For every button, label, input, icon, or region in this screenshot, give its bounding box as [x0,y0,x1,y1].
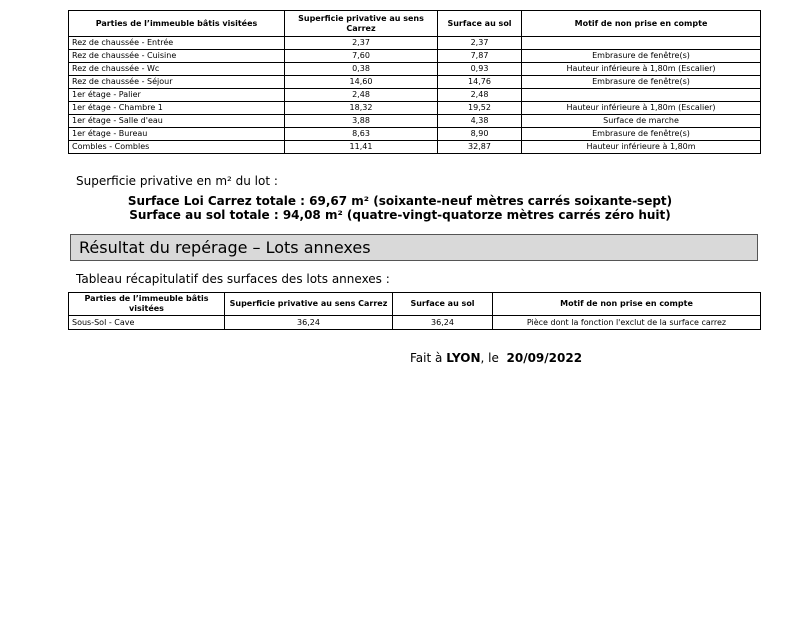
cell-room: Rez de chaussée - Wc [69,63,285,76]
cell-sol: 14,76 [438,76,522,89]
cell-room: Rez de chaussée - Cuisine [69,50,285,63]
cell-room: 1er étage - Salle d'eau [69,115,285,128]
table-row [69,50,761,63]
cell-motif [522,37,761,50]
cell-room: Sous-Sol - Cave [69,316,225,330]
signature-middle: , le [480,351,499,365]
cell-carrez: 3,88 [285,115,438,128]
cell-motif: Embrasure de fenêtre(s) [522,50,761,63]
table-row [69,128,761,141]
annex-table-label: Tableau récapitulatif des surfaces des lots annexes : [76,272,390,286]
table-row [69,89,761,102]
cell-sol: 0,93 [438,63,522,76]
header-carrez: Superficie privative au sens Carrez [285,11,438,37]
superficie-label: Superficie privative en m² du lot : [76,174,278,188]
signature-prefix: Fait à [410,351,443,365]
header-motif: Motif de non prise en compte [493,293,761,316]
annex-table [68,292,761,330]
table-row [69,76,761,89]
cell-sol: 32,87 [438,141,522,154]
signature-date: 20/09/2022 [506,351,583,365]
header-motif: Motif de non prise en compte [522,11,761,37]
carrez-total: Surface Loi Carrez totale : 69,67 m² (soixante-neuf mètres carrés soixante-sept) [127,194,673,208]
cell-sol: 7,87 [438,50,522,63]
header-carrez: Superficie privative au sens Carrez [225,293,393,316]
cell-room: Rez de chaussée - Séjour [69,76,285,89]
cell-sol: 2,48 [438,89,522,102]
header-surface-sol: Surface au sol [393,293,493,316]
floor-total: Surface au sol totale : 94,08 m² (quatre-vingt-quatorze mètres carrés zéro huit) [129,208,671,222]
cell-sol: 36,24 [393,316,493,330]
cell-room: 1er étage - Chambre 1 [69,102,285,115]
cell-room: Rez de chaussée - Entrée [69,37,285,50]
header-parties: Parties de l’immeuble bâtis visitées [69,11,285,37]
cell-motif: Pièce dont la fonction l'exclut de la surface carrez [493,316,761,330]
table-row [69,115,761,128]
table-header-row [69,293,761,316]
cell-carrez: 14,60 [285,76,438,89]
cell-motif: Surface de marche [522,115,761,128]
section-header [70,234,758,261]
cell-carrez: 11,41 [285,141,438,154]
cell-motif: Embrasure de fenêtre(s) [522,128,761,141]
section-title: Résultat du repérage – Lots annexes [79,238,371,257]
cell-carrez: 0,38 [285,63,438,76]
table-row [69,63,761,76]
signature-line [410,351,582,365]
cell-room: 1er étage - Palier [69,89,285,102]
table-row [69,316,761,330]
cell-carrez: 36,24 [225,316,393,330]
surfaces-table [68,10,761,154]
cell-motif: Hauteur inférieure à 1,80m [522,141,761,154]
cell-sol: 19,52 [438,102,522,115]
table-row [69,102,761,115]
cell-motif: Hauteur inférieure à 1,80m (Escalier) [522,63,761,76]
header-parties: Parties de l’immeuble bâtis visitées [69,293,225,316]
cell-sol: 2,37 [438,37,522,50]
table-row [69,37,761,50]
cell-motif: Hauteur inférieure à 1,80m (Escalier) [522,102,761,115]
cell-carrez: 2,37 [285,37,438,50]
cell-carrez: 8,63 [285,128,438,141]
cell-carrez: 7,60 [285,50,438,63]
cell-room: Combles - Combles [69,141,285,154]
cell-carrez: 18,32 [285,102,438,115]
table-header-row [69,11,761,37]
table-row [69,141,761,154]
cell-sol: 4,38 [438,115,522,128]
signature-city: LYON [446,351,481,365]
header-surface-sol: Surface au sol [438,11,522,37]
cell-motif: Embrasure de fenêtre(s) [522,76,761,89]
cell-motif [522,89,761,102]
cell-carrez: 2,48 [285,89,438,102]
cell-sol: 8,90 [438,128,522,141]
cell-room: 1er étage - Bureau [69,128,285,141]
